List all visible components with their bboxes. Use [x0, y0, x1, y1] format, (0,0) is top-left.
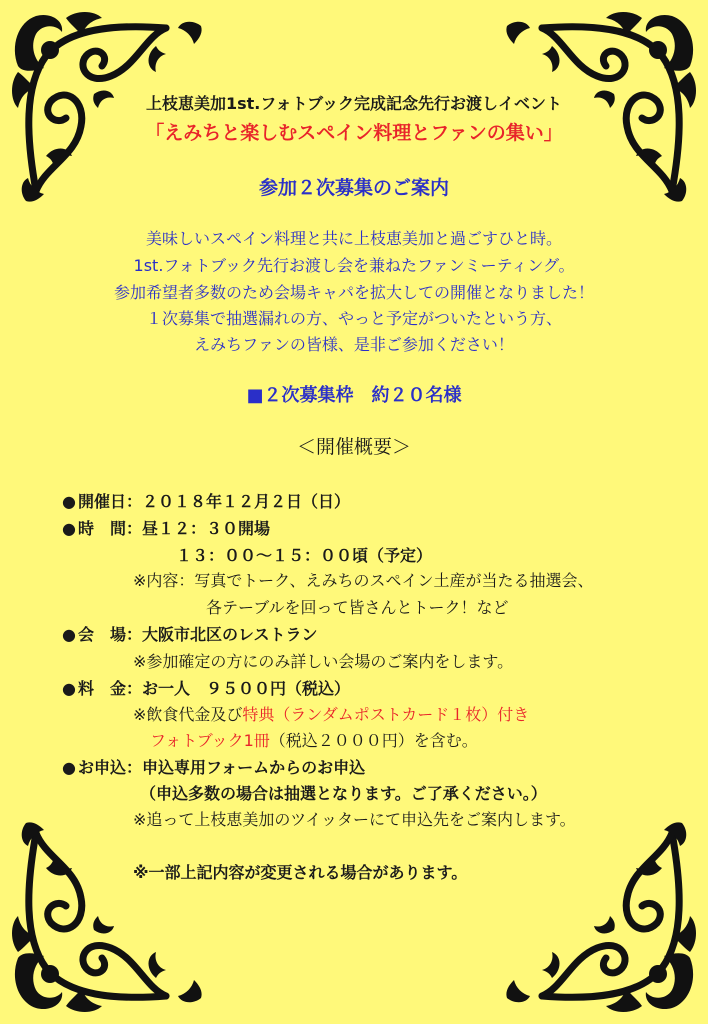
intro-line: １次募集で抽選漏れの方、やっと予定がついたという方、 — [145, 309, 562, 328]
fee-label: 料 金： — [77, 679, 142, 698]
content-note: ※内容：写真でトーク、えみちのスペイン土産が当たる抽選会、 — [133, 571, 594, 590]
fee-note-2 — [150, 728, 478, 751]
fee-row — [62, 676, 350, 699]
date-value: ２０１８年１２月２日（日） — [141, 492, 350, 511]
time-row — [62, 516, 270, 539]
fee-note-photobook-price: （税込２０００円）を含む。 — [269, 731, 478, 750]
apply-row — [62, 755, 365, 778]
bullet-icon: ● — [62, 679, 76, 698]
apply-note: ※追って上枝恵美加のツイッターにて申込先をご案内します。 — [133, 810, 576, 829]
corner-ornament-bottom-left — [6, 818, 206, 1018]
time-value: 昼１２：３０開場 — [141, 519, 270, 538]
bullet-icon: ● — [62, 625, 76, 644]
date-label: 開催日： — [77, 492, 142, 511]
content-note: 各テーブルを回って皆さんとトーク！など — [206, 598, 509, 617]
event-subheading: 上枝恵美加1st.フォトブック完成記念先行お渡しイベント — [146, 94, 562, 113]
apply-note: （申込多数の場合は抽選となります。ご了承ください。） — [140, 784, 547, 803]
quota-line: ■２次募集枠 約２０名様 — [246, 385, 462, 406]
fee-note-text: ※飲食代金及び — [133, 705, 243, 724]
date-row — [62, 489, 350, 512]
intro-line: えみちファンの皆様、是非ご参加ください！ — [194, 335, 514, 354]
apply-label: お申込： — [77, 758, 142, 777]
fee-note-bonus: 特典（ランダムポストカード１枚）付き — [242, 705, 530, 724]
fee-value: お一人 ９５００円（税込） — [141, 679, 350, 698]
change-note: ※一部上記内容が変更される場合があります。 — [133, 863, 468, 882]
venue-label: 会 場： — [77, 625, 142, 644]
bullet-icon: ● — [62, 758, 76, 777]
bullet-icon: ● — [62, 492, 76, 511]
time-label: 時 間： — [77, 519, 142, 538]
venue-note: ※参加確定の方にのみ詳しい会場のご案内をします。 — [133, 652, 514, 671]
fee-note-photobook: フォトブック1冊 — [150, 731, 270, 750]
fee-note — [133, 702, 529, 725]
venue-row — [62, 622, 318, 645]
time-value-2: １３：００〜１５：００頃（予定） — [176, 546, 433, 565]
intro-line: 1st.フォトブック先行お渡し会を兼ねたファンミーティング。 — [133, 256, 575, 275]
overview-heading: ＜開催概要＞ — [296, 436, 411, 458]
bullet-icon: ● — [62, 519, 76, 538]
event-title: 「えみちと楽しむスペイン料理とファンの集い」 — [145, 122, 563, 144]
venue-value: 大阪市北区のレストラン — [141, 625, 318, 644]
corner-ornament-bottom-right — [502, 818, 702, 1018]
intro-line: 美味しいスペイン料理と共に上枝恵美加と過ごすひと時。 — [145, 229, 562, 248]
apply-value: 申込専用フォームからのお申込 — [141, 758, 366, 777]
recruitment-heading: 参加２次募集のご案内 — [258, 177, 449, 199]
intro-line: 参加希望者多数のため会場キャパを拡大しての開催となりました！ — [113, 283, 594, 302]
